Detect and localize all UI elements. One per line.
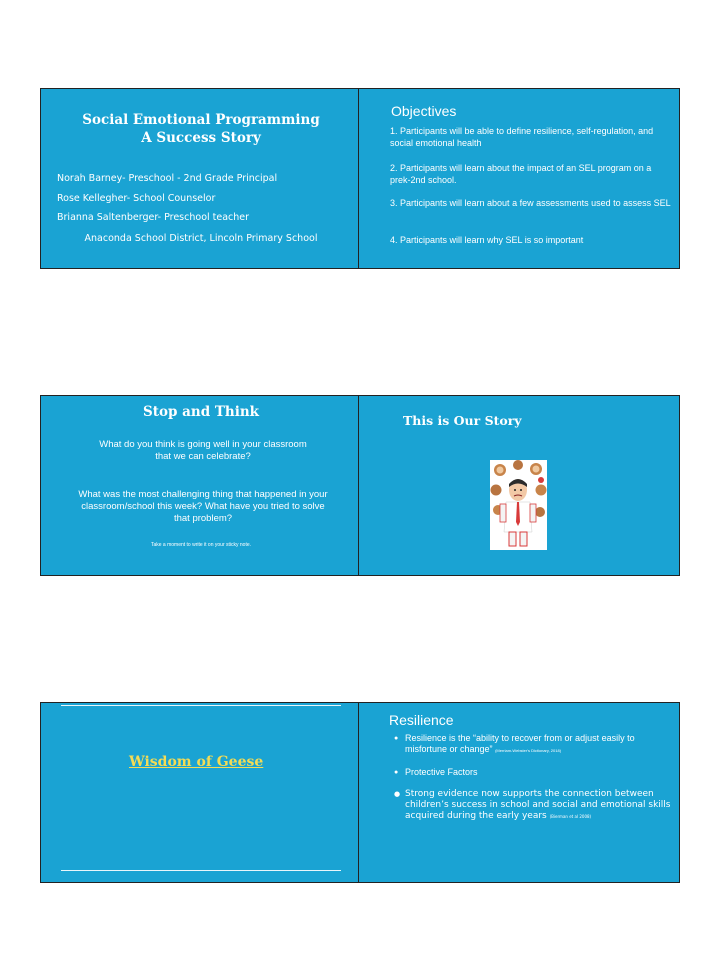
presenter-2: Rose Kellegher- School Counselor [57,193,216,204]
sticky-note-instruction: Take a moment to write it on your sticky note. [150,542,252,548]
district-line: Anaconda School District, Lincoln Primary School [84,233,318,244]
question-1: What do you think is going well in your classroom that we can celebrate? [99,439,307,462]
presenter-1: Norah Barney- Preschool - 2nd Grade Principal [57,173,278,184]
bullet-1-citation: (Merriam-Webster's Dictionary, 2018) [495,748,562,753]
bullet-definition [389,733,677,756]
slide-stop-and-think [40,395,362,576]
bullet-dot-icon: ● [394,735,399,742]
bullet-3-citation: (Bierman et al 2008) [549,814,592,819]
objective-3: 3. Participants will learn about a few assessments used to assess SEL [390,198,671,208]
slide-our-story [358,395,680,576]
bullet-evidence [389,789,677,822]
bullet-dot-icon: ● [394,790,401,798]
bottom-divider [61,870,341,871]
slide-6-title: Resilience [389,712,454,728]
bullet-2-text: Protective Factors [405,767,478,777]
objective-2: 2. Participants will learn about the impact of an SEL program on a prek-2nd school. [390,163,652,185]
bullet-protective-factors [389,767,677,778]
question-2: What was the most challenging thing that happened in your classroom/school this week? What have you tried to solve that problem? [78,489,328,524]
slide-resilience [358,702,680,883]
presenter-3: Brianna Saltenberger- Preschool teacher [57,212,250,223]
slide-objectives [358,88,680,269]
slide-2-title: Objectives [391,103,457,119]
title-line-1: Social Emotional Programming [82,112,320,128]
slide-5-title: Wisdom of Geese [129,754,264,770]
resilience-bullets [389,733,677,833]
bullet-3-text: Strong evidence now supports the connection between children’s success in school and social and emotional skills acquired during the early years [405,789,671,821]
slide-title [40,88,362,269]
slide-3-title: Stop and Think [143,404,259,420]
illustration-svg [490,460,547,550]
slide-wisdom-of-geese [40,702,362,883]
title-line-2: A Success Story [141,130,261,146]
stressed-person-monkeys-illustration [490,460,547,550]
objective-1: 1. Participants will be able to define resilience, self-regulation, and social emotional health [390,126,654,148]
slide-4-title: This is Our Story [403,413,522,428]
bullet-1-text: Resilience is the “ability to recover from or adjust easily to misfortune or change” [405,733,635,754]
slide-1-title [41,111,361,147]
objective-4: 4. Participants will learn why SEL is so important [390,235,584,245]
top-divider [61,705,341,706]
bullet-dot-icon: ● [394,769,399,776]
